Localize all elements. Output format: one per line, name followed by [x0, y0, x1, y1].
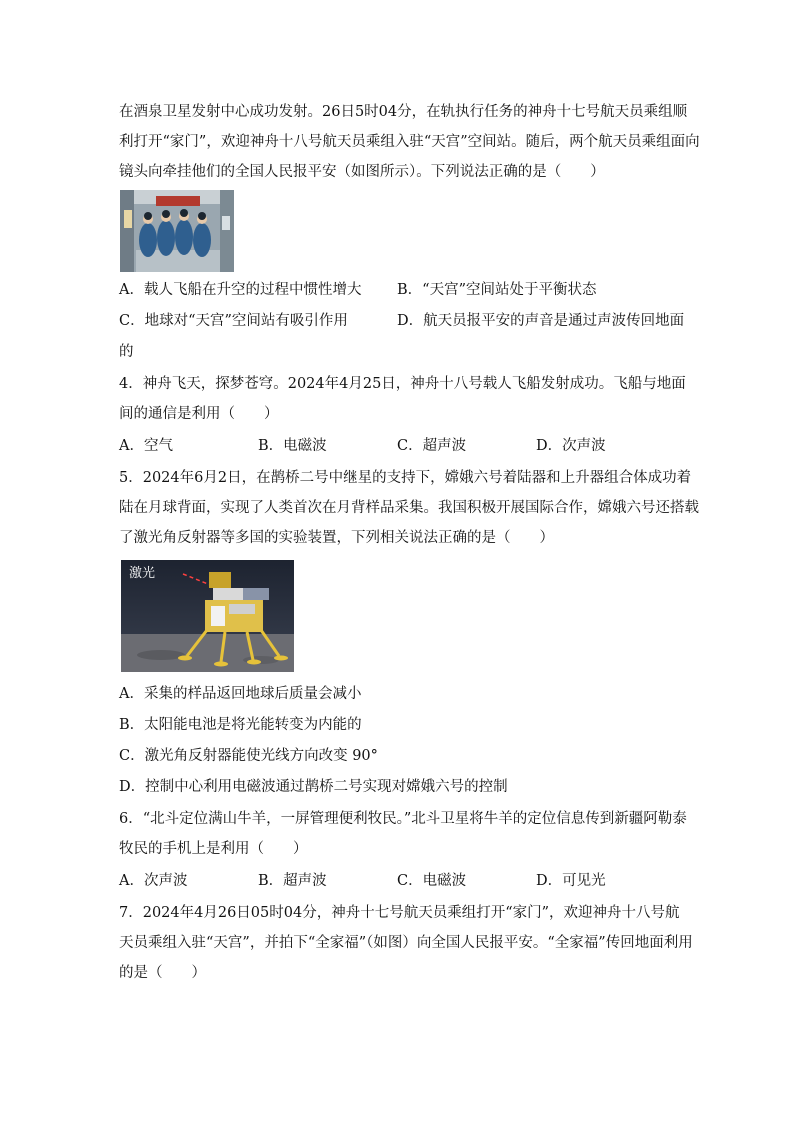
option-d[interactable]: D．航天员报平安的声音是通过声波传回地面 [397, 313, 685, 329]
astronauts-photo [120, 190, 234, 272]
option-a[interactable]: A．次声波 [119, 873, 188, 889]
question-5-option-c-row [119, 742, 689, 770]
option-d[interactable]: D．控制中心利用电磁波通过鹊桥二号实现对嫦娥六号的控制 [119, 779, 508, 795]
text-line: 的是（ ） [119, 965, 206, 981]
option-b[interactable]: B．太阳能电池是将光能转变为内能的 [119, 717, 362, 733]
option-b[interactable]: B．“天宫”空间站处于平衡状态 [397, 282, 597, 298]
option-d[interactable]: D．次声波 [536, 438, 606, 454]
option-c[interactable]: C．超声波 [397, 438, 467, 454]
text-line: 间的通信是利用（ ） [119, 406, 279, 422]
text-line: 天员乘组入驻“天宫”，并拍下“全家福”（如图）向全国人民报平安。“全家福”传回地面利用 [119, 935, 693, 951]
option-d-continued: 的 [119, 344, 134, 360]
question-3-stem [119, 97, 700, 187]
option-b[interactable]: B．超声波 [258, 873, 327, 889]
text-line: 在酒泉卫星发射中心成功发射。26日5时04分，在轨执行任务的神舟十七号航天员乘组顺 [119, 104, 688, 120]
question-5-option-a-row [119, 680, 689, 708]
question-3-options-row-2 [119, 307, 689, 335]
option-c[interactable]: C．地球对“天宫”空间站有吸引作用 [119, 313, 348, 329]
text-line: 6．“北斗定位满山牛羊，一屏管理便利牧民。”北斗卫星将牛羊的定位信息传到新疆阿勒泰 [119, 811, 687, 827]
text-line: 5．2024年6月2日，在鹊桥二号中继星的支持下，嫦娥六号着陆器和上升器组合体成功着 [119, 470, 692, 486]
question-5-option-b-row [119, 711, 689, 739]
option-a[interactable]: A．空气 [119, 438, 173, 454]
question-6-options [119, 867, 689, 895]
question-7-stem [119, 898, 693, 988]
question-6-stem [119, 804, 687, 864]
option-d[interactable]: D．可见光 [536, 873, 606, 889]
text-line: 4．神舟飞天，探梦苍穹。2024年4月25日，神舟十八号载人飞船发射成功。飞船与地面 [119, 376, 686, 392]
question-3-option-d-continued [119, 338, 689, 366]
question-5-option-d-row [119, 773, 689, 801]
text-line: 7．2024年4月26日05时04分，神舟十七号航天员乘组打开“家门”，欢迎神舟十八号航 [119, 905, 680, 921]
text-line: 牧民的手机上是利用（ ） [119, 841, 308, 857]
question-3-options-row-1 [119, 276, 689, 304]
option-a[interactable]: A．采集的样品返回地球后质量会减小 [119, 686, 362, 702]
option-c[interactable]: C．激光角反射器能使光线方向改变 90° [119, 748, 378, 764]
question-4-stem [119, 369, 686, 429]
text-line: 利打开“家门”，欢迎神舟十八号航天员乘组入驻“天宫”空间站。随后，两个航天员乘组面向 [119, 134, 700, 150]
text-line: 了激光角反射器等多国的实验装置，下列相关说法正确的是（ ） [119, 530, 554, 546]
option-b[interactable]: B．电磁波 [258, 438, 327, 454]
question-4-options [119, 432, 689, 460]
question-5-stem [119, 463, 699, 553]
image-label-laser: 激光 [129, 566, 156, 581]
text-line: 镜头向牵挂他们的全国人民报平安（如图所示）。下列说法正确的是（ ） [119, 164, 605, 180]
text-line: 陆在月球背面，实现了人类首次在月背样品采集。我国积极开展国际合作，嫦娥六号还搭载 [119, 500, 699, 516]
option-c[interactable]: C．电磁波 [397, 873, 467, 889]
chang-e-6-lander-image [121, 560, 294, 672]
option-a[interactable]: A．载人飞船在升空的过程中惯性增大 [119, 282, 362, 298]
